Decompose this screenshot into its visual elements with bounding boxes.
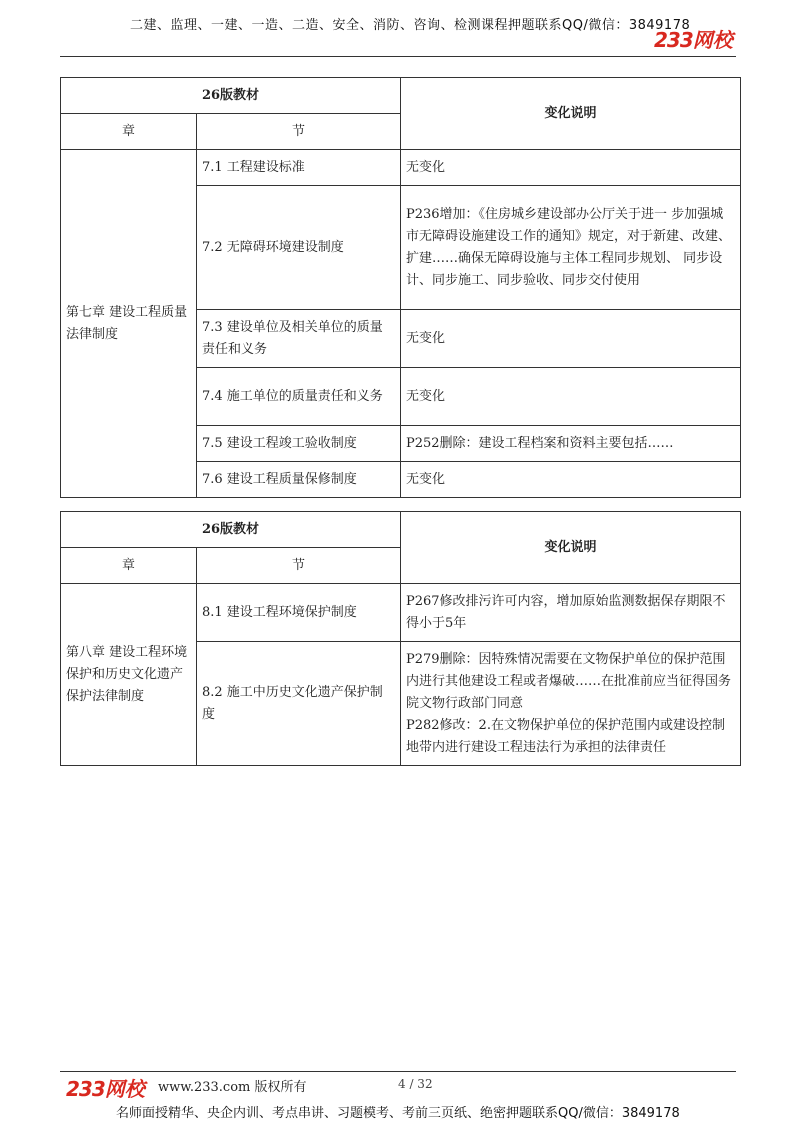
section-cell: 8.2 施工中历史文化遗产保护制度 [197, 642, 401, 766]
change-cell: P267修改排污许可内容，增加原始监测数据保存期限不得小于5年 [401, 584, 741, 642]
change-header: 变化说明 [401, 512, 741, 584]
chapter-cell: 第八章 建设工程环境保护和历史文化遗产保护法律制度 [61, 584, 197, 766]
section-cell: 7.3 建设单位及相关单位的质量责任和义务 [197, 310, 401, 368]
chapter-8-table [60, 511, 741, 766]
header-divider [60, 56, 736, 57]
logo-text: 网校 [692, 28, 733, 52]
chapter-cell: 第七章 建设工程质量法律制度 [61, 150, 197, 498]
change-cell: P252删除：建设工程档案和资料主要包括…… [401, 426, 741, 462]
table-row [61, 584, 741, 642]
change-cell [401, 642, 741, 766]
table-row [61, 150, 741, 186]
chapter-7-table [60, 77, 741, 498]
logo-text: 网校 [104, 1077, 145, 1101]
change-cell: 无变化 [401, 462, 741, 498]
page-header-text: 二建、监理、一建、一造、二造、安全、消防、咨询、检测课程押题联系QQ/微信：3849178 [130, 18, 691, 33]
brand-logo [654, 24, 733, 53]
footer-text: 名师面授精华、央企内训、考点串讲、习题模考、考前三页纸、绝密押题联系QQ/微信：3849178 [116, 1106, 680, 1121]
change-cell: 无变化 [401, 368, 741, 426]
logo-number: 233 [66, 1077, 105, 1101]
footer-divider [60, 1071, 736, 1072]
footer-logo [66, 1073, 145, 1102]
section-cell: 7.1 工程建设标准 [197, 150, 401, 186]
logo-number: 233 [654, 28, 693, 52]
section-cell: 7.5 建设工程竣工验收制度 [197, 426, 401, 462]
section-column-header: 节 [197, 548, 401, 584]
change-cell: 无变化 [401, 150, 741, 186]
section-cell: 7.6 建设工程质量保修制度 [197, 462, 401, 498]
change-cell: 无变化 [401, 310, 741, 368]
section-cell: 8.1 建设工程环境保护制度 [197, 584, 401, 642]
page-number: 4 / 32 [398, 1077, 433, 1091]
footer-site: www.233.com 版权所有 [158, 1080, 307, 1095]
textbook-header: 26版教材 [61, 512, 401, 548]
change-note: P279删除：因特殊情况需要在文物保护单位的保护范围内进行其他建设工程或者爆破……在批准前应当征得国务院文物行政部门同意 [406, 651, 732, 711]
section-column-header: 节 [197, 114, 401, 150]
change-header: 变化说明 [401, 78, 741, 150]
change-cell: P236增加：《住房城乡建设部办公厅关于进一 步加强城市无障碍设施建设工作的通知》规定，对于新建、改建、扩建……确保无障碍设施与主体工程同步规划、 同步设计、同步施工、同步验收、同步交付使用 [401, 186, 741, 310]
chapter-column-header: 章 [61, 548, 197, 584]
section-cell: 7.4 施工单位的质量责任和义务 [197, 368, 401, 426]
textbook-header: 26版教材 [61, 78, 401, 114]
chapter-column-header: 章 [61, 114, 197, 150]
change-note: P282修改：2.在文物保护单位的保护范围内或建设控制地带内进行建设工程违法行为承担的法律责任 [406, 717, 725, 755]
section-cell: 7.2 无障碍环境建设制度 [197, 186, 401, 310]
